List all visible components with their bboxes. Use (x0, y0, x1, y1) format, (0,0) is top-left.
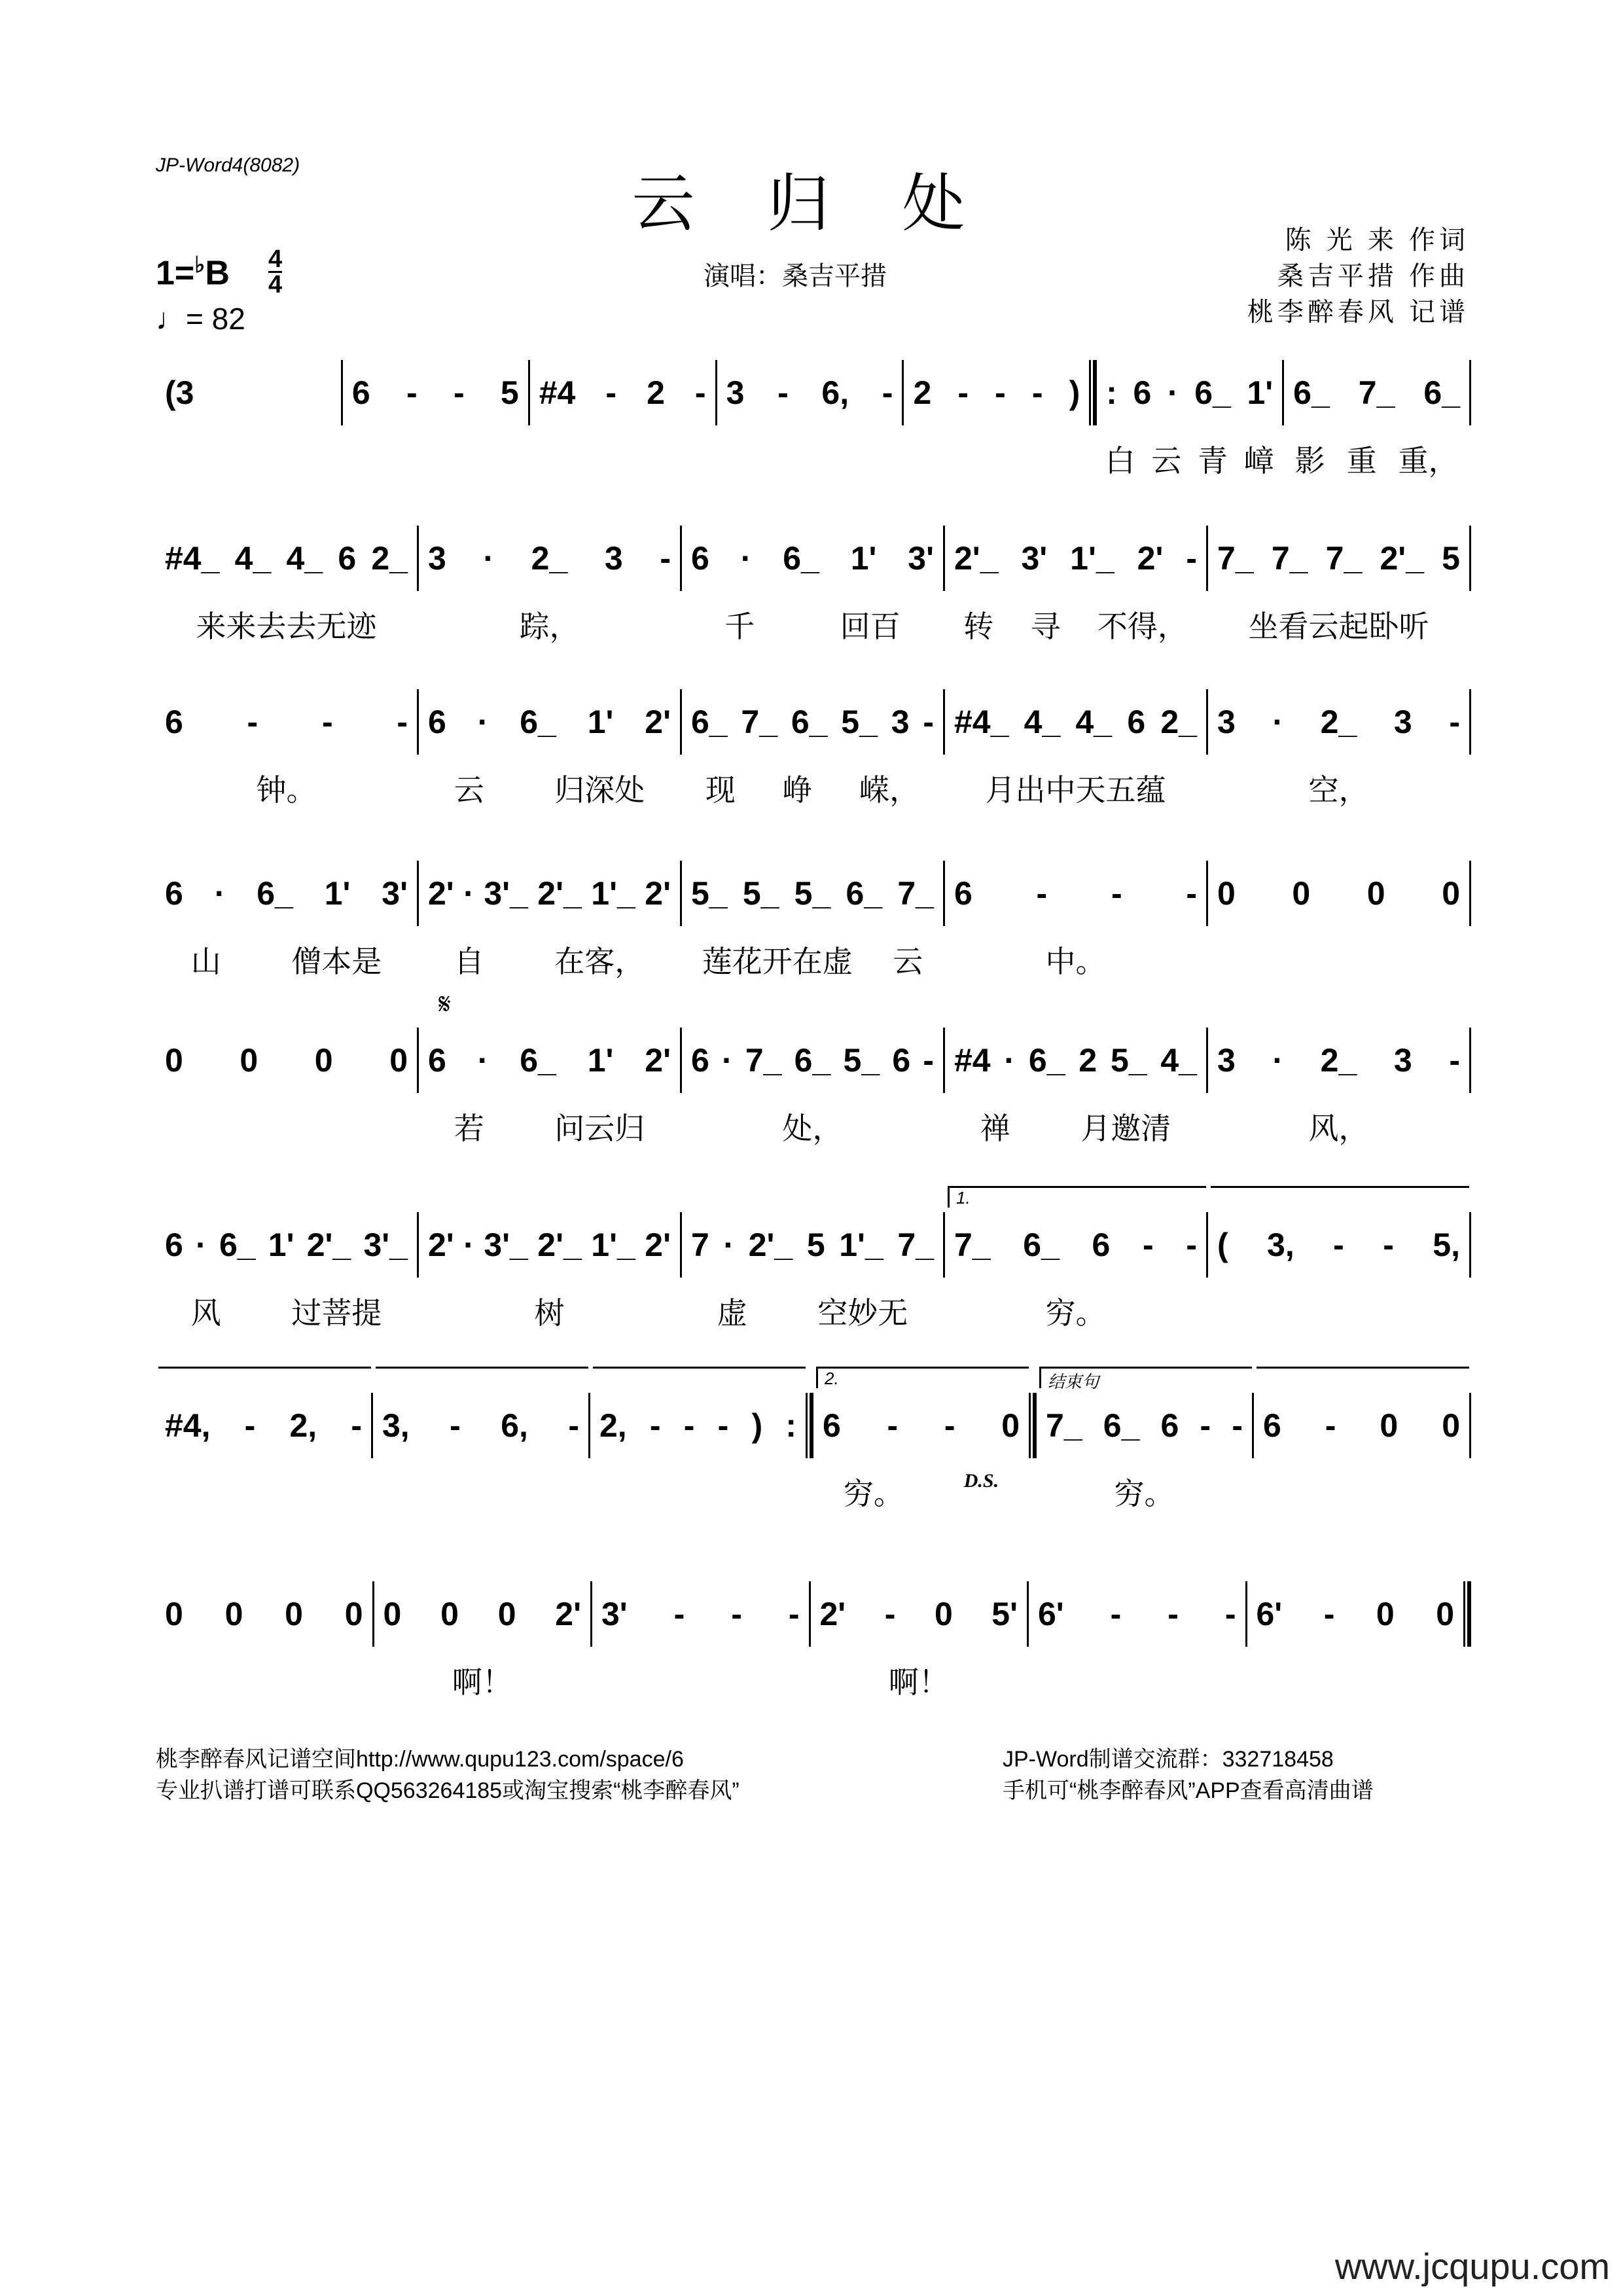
ending-bracket (1257, 1367, 1469, 1388)
lyric-word: 云 (893, 944, 923, 979)
measure-notes: 6_ 7_ 6_ (1293, 374, 1461, 411)
measure (419, 861, 680, 979)
measure-notes: #4 · 6_ 2 5_ 4_ (954, 1042, 1197, 1079)
lyric-word: 峥 (782, 772, 813, 808)
barline (1469, 861, 1471, 926)
lyric-word: 白 (1105, 443, 1135, 478)
meter-bottom: 4 (268, 271, 283, 298)
lyric-word: 莲花开在虚 (702, 944, 853, 979)
measure-notes: 7_ 6_ 6 - - (1046, 1407, 1243, 1444)
measure-notes: 3 · 2_ 3 - (428, 540, 671, 577)
measure-notes: #4_ 4_ 4_ 6 2_ (954, 704, 1197, 740)
lyrics (945, 603, 1206, 646)
volta-2-bracket: 2. (816, 1367, 1029, 1388)
lyric-word: 风， (1308, 1111, 1369, 1146)
segno-icon: 𝄋 (438, 988, 451, 1020)
score-line (156, 360, 1471, 478)
measure (373, 1393, 588, 1458)
measure-notes: 2' · 3'_ 2'_ 1'_ 2' (428, 1227, 671, 1263)
measure (156, 1028, 417, 1093)
lyric-word: 坐看云起卧听 (1248, 609, 1429, 644)
lyrics (682, 603, 943, 646)
measure-notes: ( 3, - - 5, (1217, 1227, 1460, 1263)
measure-notes: 6 · 6_ 1' 2' (428, 704, 671, 740)
measure-notes: 6' - 0 0 (1256, 1596, 1454, 1632)
lyrics (682, 766, 943, 810)
measure (530, 360, 715, 425)
measure-notes: 6 · 6_ 1' 2'_ 3'_ (165, 1227, 408, 1263)
measure (156, 1212, 417, 1331)
lyrics (156, 938, 417, 981)
lyric-word: 青 (1198, 443, 1228, 478)
volta-1-bracket: 1. (948, 1186, 1206, 1208)
measure (156, 1393, 371, 1458)
volta-1-continuation (376, 1367, 588, 1388)
lyric-word: 穷。 (1114, 1476, 1175, 1511)
measure-notes: 6 - - 0 (823, 1407, 1020, 1444)
measure-notes: 5_ 5_ 5_ 6_ 7_ (691, 875, 934, 912)
volta-1-bracket (1211, 1186, 1469, 1208)
measure (1208, 1212, 1469, 1278)
footer-left-2: 专业扒谱打谱可联系QQ563264185或淘宝搜索“桃李醉春风” (156, 1778, 740, 1803)
measure-notes: 7 · 2'_ 5 1'_ 7_ (691, 1227, 934, 1263)
lyric-word: 树 (534, 1295, 565, 1331)
watermark: www.jcqupu.com (1334, 2246, 1610, 2287)
lyric-word: 转 (963, 609, 994, 644)
measure (419, 689, 680, 808)
barline (1469, 360, 1471, 425)
measure-notes: 2, - - - ) : (599, 1407, 796, 1444)
lyrics (1208, 766, 1469, 810)
measure (1247, 1581, 1464, 1647)
lyric-word: 穷。 (843, 1476, 904, 1511)
lyric-word: 踪， (519, 609, 580, 644)
measure-notes: 3' - - - (601, 1596, 800, 1632)
measure (682, 1028, 943, 1146)
transcriber: 桃李醉春风 记谱 (1247, 298, 1469, 327)
measure (592, 1581, 809, 1647)
measure (374, 1581, 591, 1700)
measure-notes: 6_ 7_ 6_ 5_ 3 - (691, 704, 934, 740)
measure (682, 526, 943, 644)
lyric-word: 啊！ (452, 1664, 512, 1700)
measure (813, 1369, 1029, 1511)
lyric-word: 过菩提 (291, 1295, 382, 1331)
lyric-word: 风 (190, 1295, 221, 1331)
tempo-mark: ♩= 82 (156, 302, 245, 336)
lyric-word: 月出中天五蕴 (985, 772, 1166, 808)
key-note: B (205, 254, 230, 293)
score-line (156, 526, 1471, 644)
lyric-word: 禅 (980, 1111, 1010, 1146)
footer-right-1: JP-Word制谱交流群：332718458 (1003, 1747, 1334, 1772)
lyrics (419, 1289, 680, 1333)
measure (156, 689, 417, 808)
measure (1097, 360, 1282, 478)
barline (1469, 689, 1471, 755)
lyrics (813, 1470, 1029, 1513)
lyrics (682, 1105, 943, 1148)
lyrics (682, 938, 943, 981)
score-line (156, 861, 1471, 979)
measure (156, 360, 341, 425)
measure-notes: 3 · 2_ 3 - (1217, 704, 1460, 740)
lyrics (156, 603, 417, 646)
lyrics (419, 938, 680, 981)
measure (904, 360, 1089, 425)
measure-notes: 2 - - - ) (913, 374, 1080, 411)
lyric-word: 寻 (1030, 609, 1061, 644)
lyrics (945, 766, 1206, 810)
lyric-word: 影 (1294, 443, 1325, 478)
lyric-word: 僧本是 (291, 944, 382, 979)
key-label: 1= (156, 254, 195, 293)
measure (945, 1028, 1206, 1146)
lyric-word: 钟。 (256, 772, 317, 808)
lyric-word: 归深处 (554, 772, 645, 808)
score-line (156, 689, 1471, 808)
measure-notes: 6 · 6_ 1' 3' (691, 540, 934, 577)
measure (343, 360, 528, 425)
lyrics (419, 766, 680, 810)
singer: 演唱：桑吉平措 (704, 262, 887, 291)
measure-notes: 6 - - 5 (351, 374, 519, 411)
measure (1208, 689, 1469, 808)
measure-notes: #4 - 2 - (539, 374, 706, 411)
lyrics (682, 1289, 943, 1333)
measure (1254, 1393, 1469, 1458)
measure-notes: #4_ 4_ 4_ 6 2_ (165, 540, 408, 577)
measure (419, 526, 680, 644)
measure-notes: 3 - 6, - (726, 374, 893, 411)
lyric-word: 重， (1398, 443, 1459, 478)
lyrics (811, 1659, 1027, 1702)
lyrics (374, 1659, 591, 1702)
measure-notes: 6 · 6_ 1' 2' (428, 1042, 671, 1079)
lyric-word: 现 (705, 772, 736, 808)
time-signature (268, 247, 282, 296)
measure (682, 1212, 943, 1331)
lyrics (1208, 603, 1469, 646)
measure (590, 1393, 806, 1458)
measure (156, 1581, 372, 1647)
lyrics (1097, 437, 1282, 480)
measure (682, 689, 943, 808)
lyric-word: 穷。 (1045, 1295, 1106, 1331)
score-line (156, 988, 1471, 1146)
measure (811, 1581, 1027, 1700)
measure (1037, 1372, 1252, 1511)
measure (945, 689, 1206, 808)
measure (156, 861, 417, 979)
measure-notes: 0 0 0 0 (165, 1042, 408, 1079)
flat-sign: ♭ (194, 253, 205, 278)
footer-right-2: 手机可“桃李醉春风”APP查看高清曲谱 (1003, 1778, 1374, 1803)
measure (419, 988, 680, 1146)
lyric-word: 中。 (1045, 944, 1106, 979)
lyrics (419, 603, 680, 646)
barline (1469, 1393, 1471, 1458)
software-version: JP-Word4(8082) (156, 154, 300, 176)
measure-notes: 6 - - - (165, 704, 408, 740)
barline (1469, 1212, 1471, 1278)
measure-notes: #4, - 2, - (165, 1407, 362, 1444)
measure (1208, 526, 1469, 644)
lyrics (156, 766, 417, 810)
lyric-word: 空妙无 (817, 1295, 908, 1331)
measure-notes: 6 · 7_ 6_ 5_ 6 - (691, 1042, 934, 1079)
measure (419, 1212, 680, 1331)
meter-top: 4 (268, 245, 283, 273)
lyric-word: 重 (1346, 443, 1377, 478)
measure-notes: 0 0 0 2' (383, 1596, 581, 1632)
lyric-word: 来来去去无迹 (196, 609, 377, 644)
lyric-word: 问云归 (554, 1111, 645, 1146)
measure-notes: 0 0 0 0 (1217, 875, 1460, 912)
lyrics (156, 1289, 417, 1333)
lyric-word: 千 (724, 609, 755, 644)
lyric-word: 啊！ (888, 1664, 949, 1700)
measure-notes: 2' - 0 5' (819, 1596, 1018, 1632)
measure (682, 861, 943, 979)
double-barline (1029, 1393, 1037, 1458)
double-barline (1089, 360, 1097, 425)
lyric-word: 山 (190, 944, 221, 979)
lyric-word: 云 (1151, 443, 1182, 478)
lyrics (945, 1289, 1206, 1333)
barline (1469, 1028, 1471, 1093)
measure-notes: 6 - 0 0 (1263, 1407, 1460, 1444)
lyrics (419, 1105, 680, 1148)
lyric-word: 自 (454, 944, 484, 979)
measure (156, 526, 417, 644)
measure (945, 526, 1206, 644)
measure (945, 861, 1206, 979)
measure-notes: : 6 · 6_ 1' (1106, 374, 1274, 411)
measure-notes: 2'_ 3' 1'_ 2' - (954, 540, 1197, 577)
composer: 桑吉平措 作曲 (1277, 262, 1469, 291)
lyric-word: 处， (782, 1111, 843, 1146)
lyrics (945, 938, 1206, 981)
lyric-word: 月邀清 (1080, 1111, 1171, 1146)
measure-notes: 6' - - - (1038, 1596, 1236, 1632)
lyrics (945, 1105, 1206, 1148)
lyricist: 陈 光 来 作词 (1285, 226, 1469, 255)
measure (945, 1188, 1206, 1331)
measure (1208, 1028, 1469, 1146)
volta-1-continuation (158, 1367, 371, 1388)
double-barline (1463, 1581, 1471, 1647)
barline (1469, 526, 1471, 591)
volta-1-continuation (593, 1367, 806, 1388)
score-line (156, 1369, 1471, 1511)
lyric-word: 嶂 (1243, 443, 1274, 478)
ds-mark: D.S. (963, 1470, 999, 1492)
key-signature (156, 252, 230, 293)
lyric-word: 云 (454, 772, 484, 808)
lyric-word: 嵘， (859, 772, 920, 808)
measure-notes: 7_ 6_ 6 - - (954, 1227, 1197, 1263)
measure-notes: 6 · 6_ 1' 3' (165, 875, 408, 912)
song-title: 云 归 处 (632, 167, 991, 240)
measure (1284, 360, 1469, 478)
footer-left-1: 桃李醉春风记谱空间http://www.qupu123.com/space/6 (156, 1747, 684, 1772)
measure-notes: 3, - 6, - (382, 1407, 579, 1444)
lyric-word: 虚 (717, 1295, 747, 1331)
lyrics (1037, 1470, 1252, 1513)
lyrics (1208, 1105, 1469, 1148)
lyrics (1284, 437, 1469, 480)
measure (1029, 1581, 1245, 1647)
score-line (156, 1188, 1471, 1331)
lyric-word: 不得， (1097, 609, 1188, 644)
lyric-word: 在客， (554, 944, 645, 979)
measure-notes: 0 0 0 0 (165, 1596, 363, 1632)
measure-notes: 3 · 2_ 3 - (1217, 1042, 1460, 1079)
double-barline (806, 1393, 813, 1458)
measure (1208, 861, 1469, 926)
measure-notes: 2' · 3'_ 2'_ 1'_ 2' (428, 875, 671, 912)
score-line (156, 1581, 1471, 1700)
measure-notes: 7_ 7_ 7_ 2'_ 5 (1217, 540, 1460, 577)
lyric-word: 回百 (840, 609, 901, 644)
measure-notes: 6 - - - (954, 875, 1197, 912)
ending-bracket: 结束句 (1039, 1367, 1252, 1388)
lyric-word: 空， (1308, 772, 1369, 808)
measure-notes: (3 (165, 374, 194, 411)
lyric-word: 若 (454, 1111, 484, 1146)
measure (717, 360, 902, 425)
